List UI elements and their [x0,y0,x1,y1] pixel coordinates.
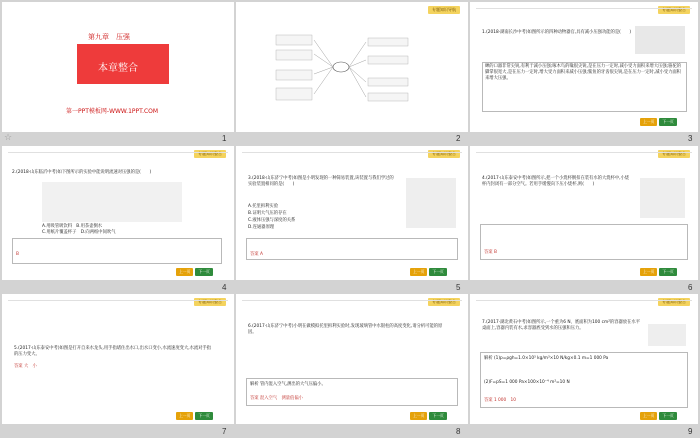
solution-text: 蝉的口器非常尖锐,有利于减小压强;啄木鸟的喙很尖锐,是在压力一定时,减小受力面积来增大压强;骆驼的脚掌很宽大,是在压力一定时,增大受力面积来减小压强;鲨鱼的牙齿很尖锐,是在压力一定时,减小受力面积来增大压强。 [485,64,682,81]
nav-buttons [408,268,447,276]
header-rule [476,8,692,9]
section-tag: 专题知识整合 [658,6,690,14]
question-text: 6.(2017·山东济宁中考)小明在做模拟托里拆利实验时,发现玻璃管中水银柱的高度变化,请分析可能的原因。 [248,324,443,335]
answer-text: 答案 混入空气 测量值偏小 [250,396,303,401]
slide-thumbnail-8[interactable] [236,294,468,424]
option-row-1: A.用吸管吸饮料 B.用茶壶倒水 [42,224,103,229]
chapter-label: 第九章 压强 [88,33,130,41]
experiment-images [42,182,182,222]
organ-image [635,26,685,54]
analysis-line-2: (2)F=pS=1 000 Pa×100×10⁻⁴ m²=10 N [484,380,570,385]
header-rule [8,152,228,153]
question-text: 5.(2017·山东泰安中考)如图是打开自来水龙头,用手指堵住出水口,出水口变小,水流速度变大,水流对手指的压力变大。 [14,346,212,357]
next-button[interactable]: 下一页 [659,268,676,276]
prev-button[interactable]: 上一页 [176,268,193,276]
site-label: 第一PPT模板网-WWW.1PPT.COM [66,108,159,115]
prev-button[interactable]: 上一页 [640,268,657,276]
header-rule [476,152,692,153]
mind-map [236,2,468,132]
next-button[interactable]: 下一页 [659,412,676,420]
next-button[interactable]: 下一页 [429,268,446,276]
slide-number: 4 [222,283,227,292]
option-c: C.液体压强与深度的关系 [248,218,296,223]
nav-buttons [174,268,213,276]
analysis-line-1: 解析 (1)p=ρgh=1.0×10³ kg/m³×10 N/kg×0.1 m=1 000 Pa [484,356,609,361]
prev-button[interactable]: 上一页 [640,118,657,126]
section-tag: 专题知识整合 [428,298,460,306]
section-tag: 专题知识整合 [194,150,226,158]
section-tag: 专题知识导航 [428,6,460,14]
slide-number: 3 [688,134,693,143]
slide-thumbnail-5[interactable] [236,146,468,280]
slide-number: 8 [456,427,461,436]
slide-number: 9 [688,427,693,436]
option-a: A.托里拆利实验 [248,204,279,209]
section-tag: 专题知识整合 [428,150,460,158]
slide-number: 1 [222,134,227,143]
header-rule [476,300,692,301]
slide-number: 5 [456,283,461,292]
container-image [648,324,686,346]
slide-number: 7 [222,427,227,436]
nav-buttons [174,412,213,420]
slide-thumbnail-2[interactable] [236,2,468,132]
nav-buttons [638,118,677,126]
solution-box [246,238,458,260]
slide-thumbnail-9[interactable] [470,294,698,424]
header-rule [242,300,462,301]
question-text: 7.(2017·湖北黄石中考)如图所示,一个重为6 N、底面积为100 cm²的容器放在水平桌面上,容器内装有水,求容器底受到水的压强和压力。 [482,320,640,331]
beaker-image [640,178,685,218]
next-button[interactable]: 下一页 [429,412,446,420]
prev-button[interactable]: 上一页 [640,412,657,420]
slide-thumbnail-4[interactable] [2,146,234,280]
question-text: 3.(2018·山东济宁中考)如图是小明发现的一种简易装置,该装置与我们学过的实验装置相同的是( ) [248,176,394,187]
answer-text: 答案 大 小 [14,364,37,369]
next-button[interactable]: 下一页 [195,412,212,420]
next-button[interactable]: 下一页 [659,118,676,126]
prev-button[interactable]: 上一页 [410,268,427,276]
header-rule [8,300,228,301]
option-row-2: C.用纸片覆盖杯子 D.向两纸中间吹气 [42,230,116,235]
prev-button[interactable]: 上一页 [176,412,193,420]
slide-number: 6 [688,283,693,292]
answer-text: B [16,252,19,257]
header-rule [242,152,462,153]
nav-buttons [638,268,677,276]
question-text: 4.(2017·山东泰安中考)如图所示,把一个小烧杯倒扣在装有水的大烧杯中,小烧杯内封闭有一部分空气。若用手缓慢向下压小烧杯,则( ) [482,176,630,187]
answer-text: 答案 B [484,250,497,255]
answer-text: 答案 A [250,252,263,257]
question-text: 1.(2018·湖南长沙中考)如图所示的四种动物器官,具有减小压强功能的是( ) [482,30,632,35]
section-tag: 专题知识整合 [658,150,690,158]
device-image [406,178,456,228]
slide-thumbnail-3[interactable] [470,2,698,132]
option-d: D.连通器原理 [248,225,275,230]
section-tag: 专题知识整合 [194,298,226,306]
solution-box [480,224,688,260]
question-text: 2.(2018·山东临沂中考)如下图所示的实验中能说明流速对压强的是( ) [12,170,152,175]
slide-thumbnail-1[interactable] [2,2,234,132]
slide-thumbnail-6[interactable] [470,146,698,280]
slide-title: 本章整合 [98,63,138,74]
slide-thumbnail-7[interactable] [2,294,234,424]
answer-text: 答案 1 000 10 [484,398,517,403]
solution-box [12,238,222,264]
option-b: B.证明大气压的存在 [248,211,287,216]
next-button[interactable]: 下一页 [195,268,212,276]
section-tag: 专题知识整合 [658,298,690,306]
analysis-text: 解析 管内混入空气,测出的大气压偏小。 [250,382,326,387]
slide-number: 2 [456,134,461,143]
nav-buttons [408,412,447,420]
prev-button[interactable]: 上一页 [410,412,427,420]
star-icon: ☆ [4,133,13,143]
nav-buttons [638,412,677,420]
